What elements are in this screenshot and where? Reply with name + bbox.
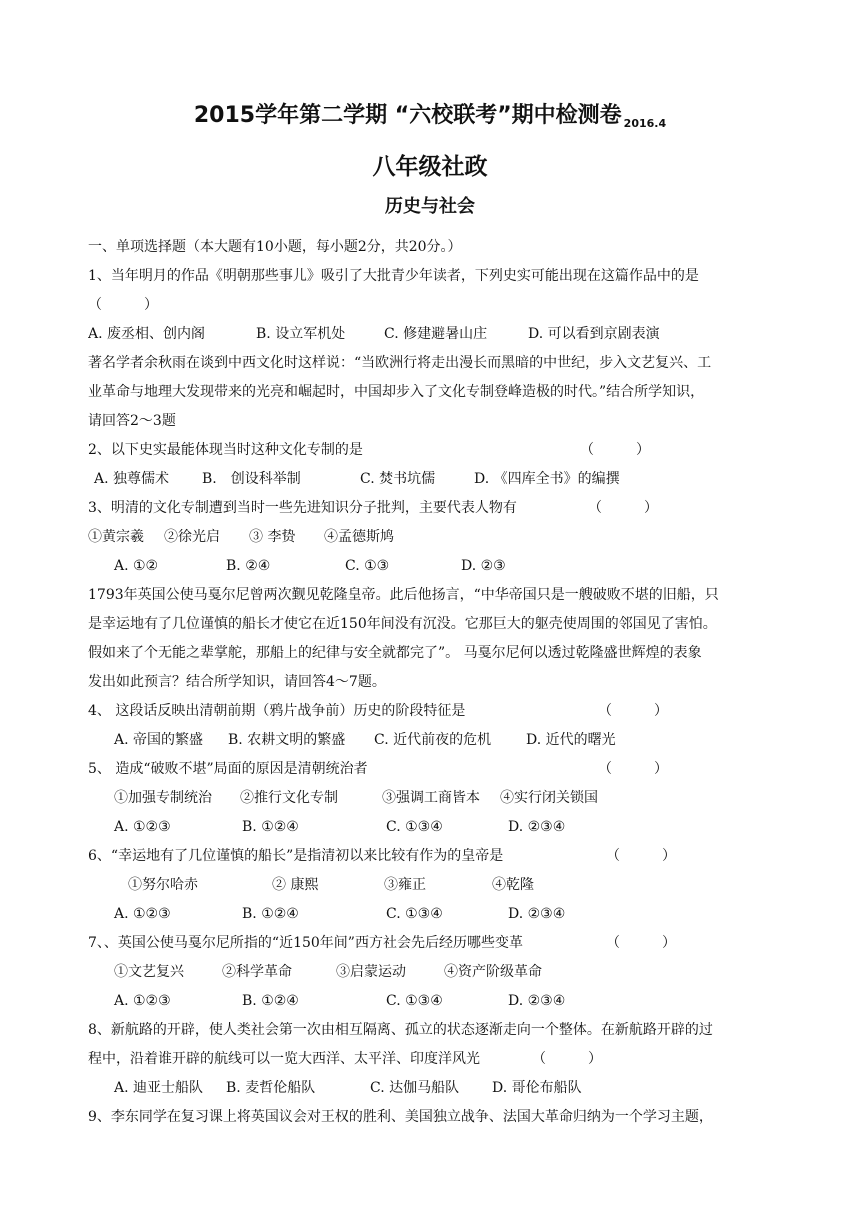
option-c: C. 焚书坑儒: [360, 471, 436, 487]
exam-date: 2016.4: [623, 117, 667, 130]
question-3-items: ①黄宗羲 ②徐光启 ③ 李贽 ④孟德斯鸠: [88, 529, 394, 545]
option-b: B. ②④: [226, 558, 271, 574]
passage-1-line: 著名学者余秋雨在谈到中西文化时这样说：“当欧洲行将走出漫长而黑暗的中世纪，步入文艺复兴、工: [88, 355, 712, 371]
option-a: A. 帝国的繁盛: [114, 732, 204, 748]
option-c: C. ①③④: [386, 993, 443, 1009]
option-c: C. ①③④: [386, 906, 443, 922]
answer-blank: （ ）: [606, 848, 676, 864]
answer-blank: （ ）: [580, 442, 650, 458]
question-5-options: [88, 813, 788, 842]
passage-2-line: 1793年英国公使马戛尔尼曾两次觐见乾隆皇帝。此后他扬言，“中华帝国只是一艘破败不堪的旧船，只: [88, 587, 719, 603]
question-3-stem: 3、明清的文化专制遭到当时一些先进知识分子批判，主要代表人物有 （ ）: [88, 494, 788, 523]
question-8-stem-cont: 程中，沿着谁开辟的航线可以一览大西洋、太平洋、印度洋风光 （ ）: [88, 1045, 788, 1074]
exam-title: 2015学年第二学期 “六校联考”期中检测卷: [193, 103, 622, 128]
option-b: B. ①②④: [242, 993, 299, 1009]
question-7-stem: 7、、英国公使马戛尔尼所指的“近150年间”西方社会先后经历哪些变革 （ ）: [88, 929, 788, 958]
option-b: B. ①②④: [242, 819, 299, 835]
option-c: C. 近代前夜的危机: [374, 732, 492, 748]
question-6-items: ①努尔哈赤 ② 康熙 ③雍正 ④乾隆: [128, 877, 534, 893]
option-c: C. ①③④: [386, 819, 443, 835]
passage-2-line: 是幸运地有了几位谨慎的船长才使它在近150年间没有沉没。它那巨大的躯壳使周围的邻国见了害怕。: [88, 616, 717, 632]
question-2-options: [88, 465, 788, 494]
question-4-options: [88, 726, 788, 755]
passage-1-line: 请回答2～3题: [88, 413, 176, 429]
answer-blank: （ ）: [606, 935, 676, 951]
option-a: A. ①②③: [114, 906, 171, 922]
question-9-stem: 9、李东同学在复习课上将英国议会对王权的胜利、美国独立战争、法国大革命归纳为一个学习主题，: [88, 1109, 713, 1125]
option-d: D. 《四库全书》的编撰: [474, 471, 620, 487]
passage-2-line: 假如来了个无能之辈掌舵，那船上的纪律与安全就都完了”。 马戛尔尼何以透过乾隆盛世辉煌的表象: [88, 645, 702, 661]
question-8-options: [88, 1074, 788, 1103]
option-d: D. ②③④: [508, 993, 566, 1009]
option-a: A. 独尊儒术: [94, 471, 170, 487]
question-body: [88, 233, 788, 1132]
question-2-stem: 2、以下史实最能体现当时这种文化专制的是 （ ）: [88, 436, 788, 465]
option-a: A. ①②③: [114, 819, 171, 835]
option-c: C. 达伽马船队: [370, 1080, 460, 1096]
option-d: D. 近代的曙光: [526, 732, 616, 748]
exam-title-row: [0, 98, 860, 130]
option-d: D. ②③④: [508, 906, 566, 922]
option-a: A. 迪亚士船队: [114, 1080, 204, 1096]
option-b: B. 创设科举制: [202, 471, 301, 487]
question-8-stem: 8、新航路的开辟，使人类社会第一次由相互隔离、孤立的状态逐渐走向一个整体。在新航路开辟的过: [88, 1022, 713, 1038]
option-b: B. 麦哲伦船队: [226, 1080, 316, 1096]
option-b: B. 设立军机处: [256, 326, 346, 342]
answer-blank: （ ）: [598, 703, 668, 719]
option-a: A. ①②: [114, 558, 159, 574]
option-d: D. 可以看到京剧表演: [528, 326, 660, 342]
subject-title: 历史与社会: [385, 196, 475, 217]
option-d: D. ②③: [461, 558, 506, 574]
option-b: B. ①②④: [242, 906, 299, 922]
answer-blank: （ ）: [588, 500, 658, 516]
passage-2-line: 发出如此预言？结合所学知识，请回答4～7题。: [88, 674, 386, 690]
passage-1-line: 业革命与地理大发现带来的光亮和崛起时，中国却步入了文化专制登峰造极的时代。”结合所学知识，: [88, 384, 705, 400]
question-7-items: ①文艺复兴 ②科学革命 ③启蒙运动 ④资产阶级革命: [114, 964, 542, 980]
question-1-options: [88, 320, 788, 349]
option-d: D. ②③④: [508, 819, 566, 835]
option-c: C. 修建避暑山庄: [384, 326, 488, 342]
question-6-options: [88, 900, 788, 929]
question-5-stem: 5、 造成“破败不堪”局面的原因是清朝统治者 （ ）: [88, 755, 788, 784]
option-a: A. ①②③: [114, 993, 171, 1009]
question-7-options: [88, 987, 788, 1016]
option-d: D. 哥伦布船队: [492, 1080, 582, 1096]
option-c: C. ①③: [345, 558, 390, 574]
section-heading: 一、单项选择题（本大题有10小题，每小题2分，共20分。）: [88, 239, 462, 255]
question-1-answer-blank: （ ）: [88, 297, 158, 313]
question-5-items: ①加强专制统治 ②推行文化专制 ③强调工商皆本 ④实行闭关锁国: [114, 790, 598, 806]
grade-title: 八年级社政: [372, 154, 488, 180]
answer-blank: （ ）: [598, 761, 668, 777]
answer-blank: （ ）: [532, 1051, 602, 1067]
question-6-stem: 6、“幸运地有了几位谨慎的船长”是指清初以来比较有作为的皇帝是 （ ）: [88, 842, 788, 871]
option-a: A. 废丞相、创内阁: [88, 326, 206, 342]
question-1-stem: 1、当年明月的作品《明朝那些事儿》吸引了大批青少年读者，下列史实可能出现在这篇作品中的是: [88, 268, 699, 284]
question-3-options: [88, 552, 788, 581]
option-b: B. 农耕文明的繁盛: [228, 732, 346, 748]
question-4-stem: 4、 这段话反映出清朝前期（鸦片战争前）历史的阶段特征是 （ ）: [88, 697, 788, 726]
